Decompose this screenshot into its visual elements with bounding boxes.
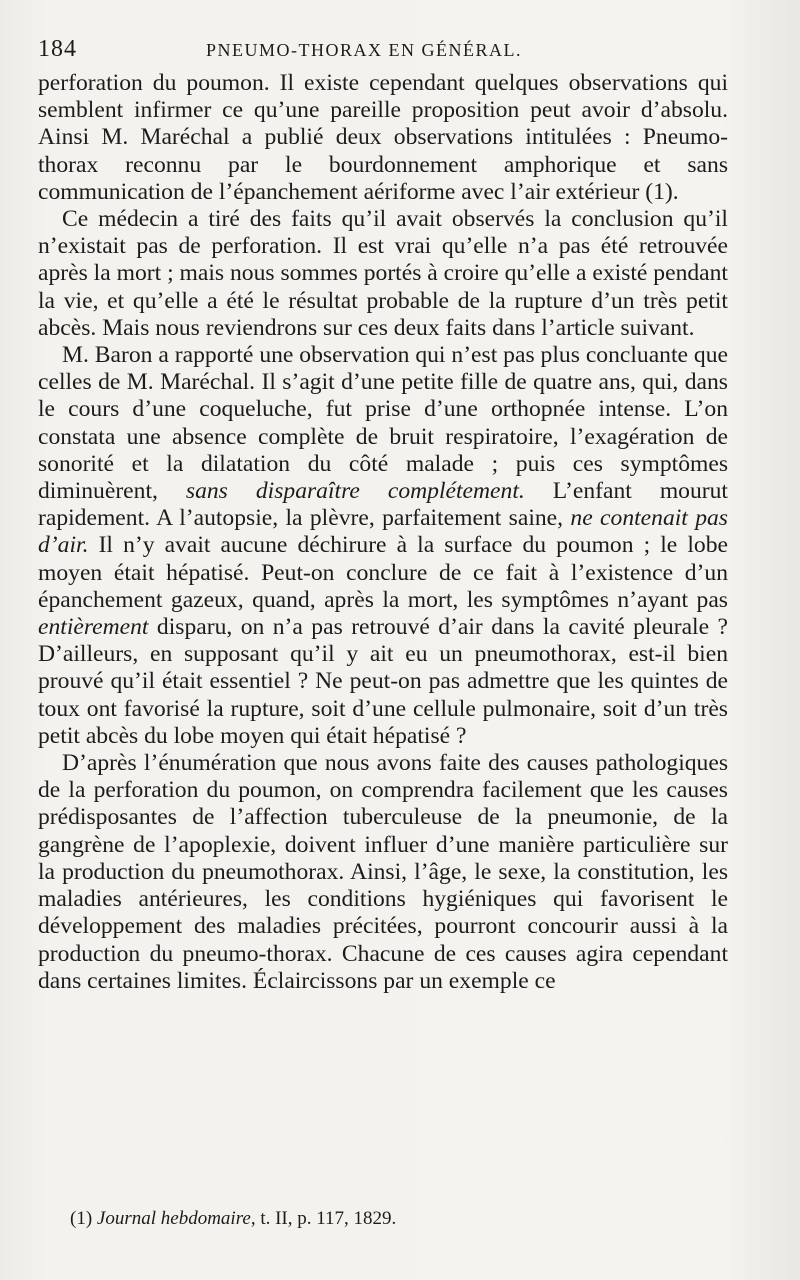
text-run: D’après l’énumération que nous avons faite des causes pathologiques de la perforation du poumon, on comprendra facilement que les causes prédisposantes de l’affection tuberculeuse de la pneumonie, de la gangrène de l’apoplexie, doivent influer d’une manière particulière sur la production du pneumothorax. Ainsi, l’âge, le sexe, la constitution, les maladies antérieures, les conditions hygiéniques qui favorisent le développement des maladies précitées, pourront concourir aussi à la production du pneumo-thorax. Chacune de ces causes agira cependant dans certaines limites. Éclaircissons par un exemple ce — [38, 750, 728, 994]
text-run: L’enfant mourut rapidement. A l’autopsie, la plèvre, parfaitement saine, — [38, 478, 728, 532]
footnote — [70, 1208, 396, 1230]
page-number: 184 — [38, 36, 77, 62]
paragraph — [38, 206, 728, 342]
footnote-marker: (1) — [70, 1208, 93, 1229]
footnote-reference: , t. II, p. 117, 1829. — [250, 1208, 397, 1229]
text-run: Ce médecin a tiré des faits qu’il avait observés la conclusion qu’il n’existait pas de perforation. Il est vrai qu’elle n’a pas été retrouvée après la mort ; mais nous sommes portés à croire qu’elle a existé pendant la vie, et qu’elle a été le résultat probable de la rupture d’un très petit abcès. Mais nous reviendrons sur ces deux faits dans l’article suivant. — [38, 206, 728, 341]
text-run: perforation du poumon. Il existe cependant quelques observations qui semblent infirmer ce qu’une pareille proposition peut avoir d’absolu. Ainsi M. Maréchal a publié deux observations intitulées : Pneumo-thorax reconnu par le bourdonnement amphorique et sans communication de l’épanchement aériforme avec l’air extérieur (1). — [38, 70, 728, 205]
footnote-source: Journal hebdomaire — [96, 1208, 251, 1229]
body-text — [38, 70, 728, 995]
text-run: disparu, on n’a pas retrouvé d’air dans la cavité pleurale ? D’ailleurs, en supposant qu’il y ait eu un pneumothorax, est-il bien prouvé qu’il était essentiel ? Ne peut-on pas admettre que les quintes de toux ont favorisé la rupture, soit d’une cellule pulmonaire, soit d’un très petit abcès du lobe moyen qui était hépatisé ? — [38, 614, 728, 749]
italic-text: sans disparaître complétement. — [185, 478, 525, 505]
running-title: PNEUMO-THORAX EN GÉNÉRAL. — [206, 40, 522, 60]
text-run: Il n’y avait aucune déchirure à la surface du poumon ; le lobe moyen était hépatisé. Peut-on conclure de ce fait à l’existence d’un épanchement gazeux, quand, après la mort, les symptômes n’ayant pas — [38, 532, 728, 613]
paragraph — [38, 342, 728, 750]
paragraph — [38, 750, 728, 995]
paragraph — [38, 70, 728, 206]
text-run: M. Baron a rapporté une observation qui n’est pas plus concluante que celles de M. Maréchal. Il s’agit d’une petite fille de quatre ans, qui, dans le cours d’une coqueluche, fut prise d’une orthopnée intense. L’on constata une absence complète de bruit respiratoire, l’exagération de sonorité et la dilatation du côté malade ; puis ces symptômes diminuèrent, — [38, 342, 728, 505]
page-header — [38, 36, 760, 66]
italic-text: ne contenait pas d’air. — [38, 505, 728, 559]
italic-text: entièrement — [38, 614, 149, 641]
